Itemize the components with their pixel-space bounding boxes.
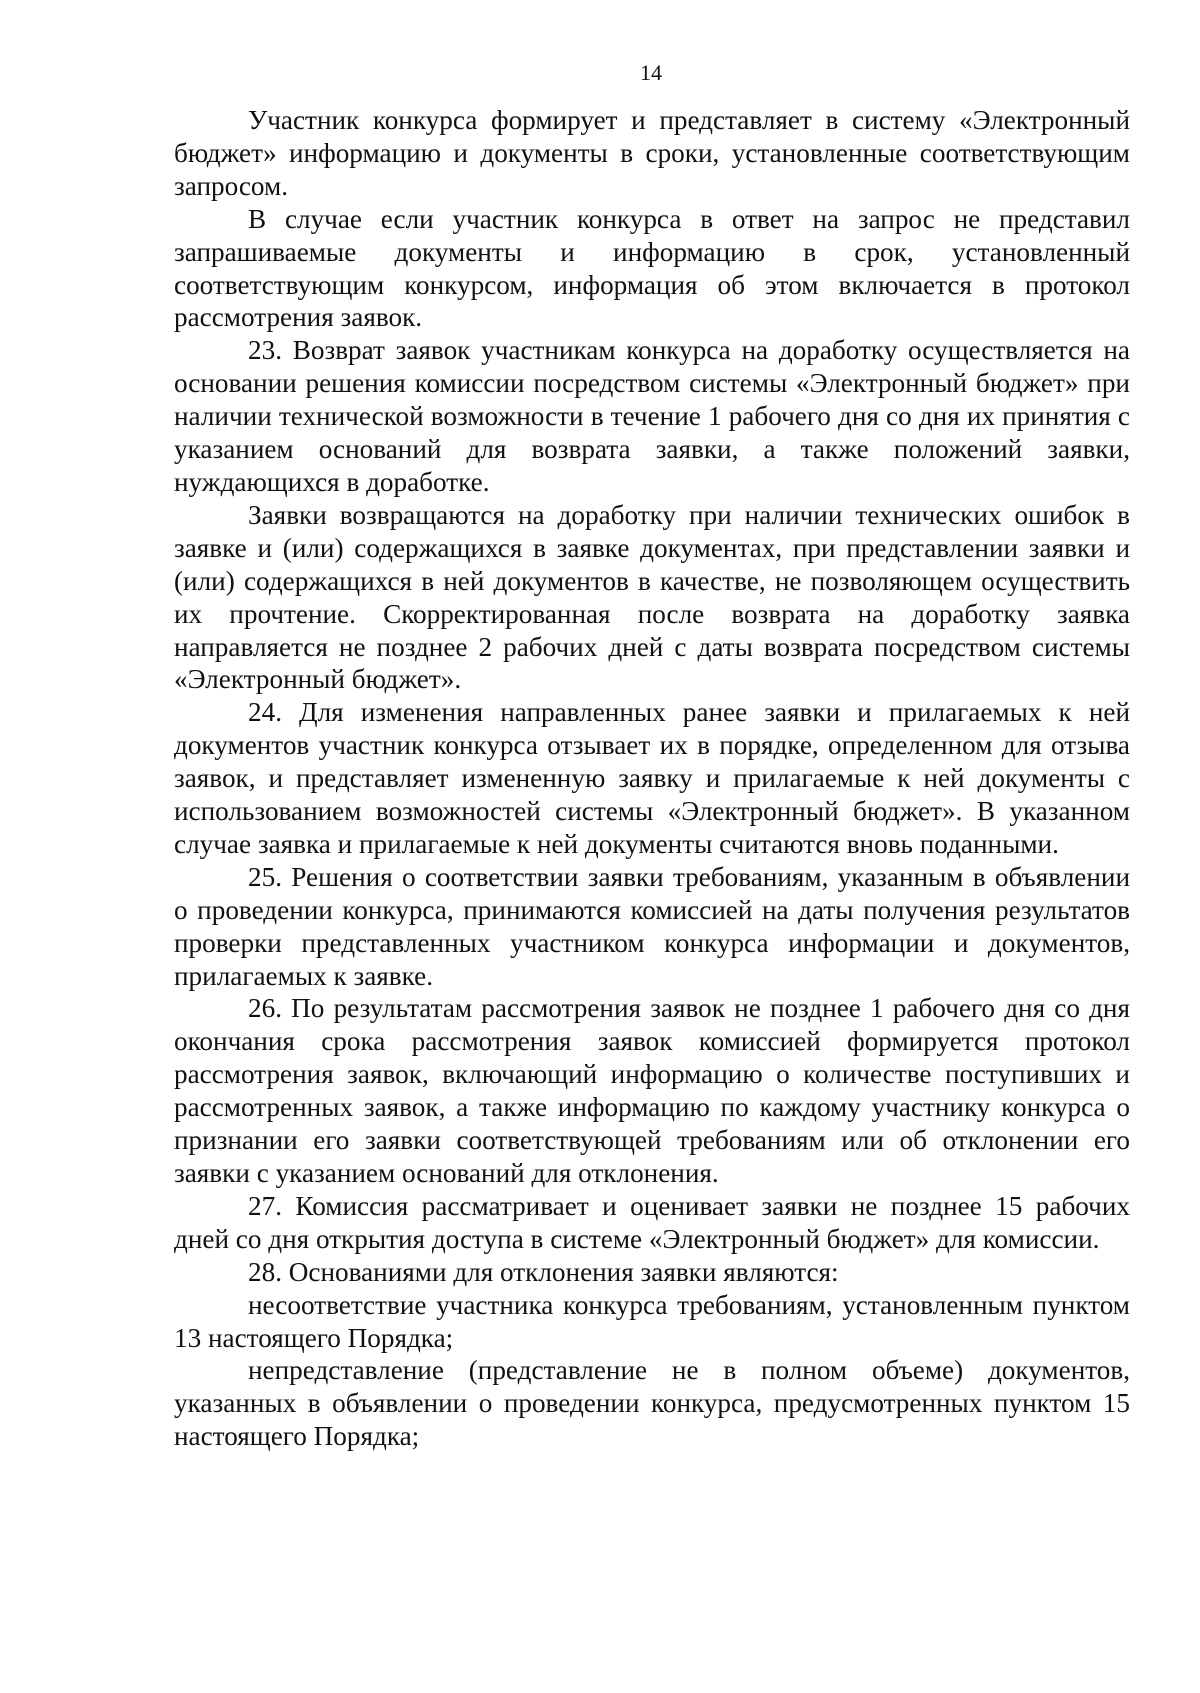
paragraph-submission-info: Участник конкурса формирует и представляет в систему «Электронный бюджет» информацию и документы в сроки, установленные соответствующим запросом. <box>174 105 1130 201</box>
paragraph-return-reasons: Заявки возвращаются на доработку при наличии технических ошибок в заявке и (или) содержащихся в заявке документах, при представлении заявки и (или) содержащихся в ней документов в качестве, не позволяющем осуществить их прочтение. Скорректированная после возврата на доработку заявка направляется не позднее 2 рабочих дней с даты возврата посредством системы «Электронный бюджет». <box>174 499 1130 695</box>
paragraph-item-26: 26. По результатам рассмотрения заявок не позднее 1 рабочего дня со дня окончания срока рассмотрения заявок комиссией формируется протокол рассмотрения заявок, включающий информацию о количестве поступивших и рассмотренных заявок, а также информацию по каждому участнику конкурса о признании его заявки соответствующей требованиям или об отклонении его заявки с указанием оснований для отклонения. <box>174 993 1130 1188</box>
paragraph-item-28: 28. Основаниями для отклонения заявки являются: <box>248 1256 839 1287</box>
paragraph-item-25: 25. Решения о соответствии заявки требованиям, указанным в объявлении о проведении конкурса, принимаются комиссией на даты получения результатов проверки представленных участником конкурса информации и документов, прилагаемых к заявке. <box>174 861 1130 991</box>
paragraph-item-27: 27. Комиссия рассматривает и оценивает заявки не позднее 15 рабочих дней со дня открытия доступа в системе «Электронный бюджет» для комиссии. <box>174 1190 1130 1254</box>
document-body <box>174 104 1130 1453</box>
paragraph-item-23: 23. Возврат заявок участникам конкурса на доработку осуществляется на основании решения комиссии посредством системы «Электронный бюджет» при наличии технической возможности в течение 1 рабочего дня со дня их принятия с указанием оснований для возврата заявки, а также положений заявки, нуждающихся в доработке. <box>174 335 1130 497</box>
paragraph-rejection-ground-2: непредставление (представление не в полном объеме) документов, указанных в объявлении о проведении конкурса, предусмотренных пунктом 15 настоящего Порядка; <box>174 1355 1130 1452</box>
paragraph-missing-documents: В случае если участник конкурса в ответ на запрос не представил запрашиваемые документы и информацию в срок, установленный соответствующим конкурсом, информация об этом включается в протокол рассмотрения заявок. <box>174 203 1130 333</box>
paragraph-item-24: 24. Для изменения направленных ранее заявки и прилагаемых к ней документов участник конкурса отзывает их в порядке, определенном для отзыва заявок, и представляет измененную заявку и прилагаемые к ней документы с использованием возможностей системы «Электронный бюджет». В указанном случае заявка и прилагаемые к ней документы считаются вновь поданными. <box>174 697 1130 859</box>
paragraph-rejection-ground-1: несоответствие участника конкурса требованиям, установленным пунктом 13 настоящего Порядка; <box>174 1289 1130 1353</box>
page-number: 14 <box>640 60 662 85</box>
